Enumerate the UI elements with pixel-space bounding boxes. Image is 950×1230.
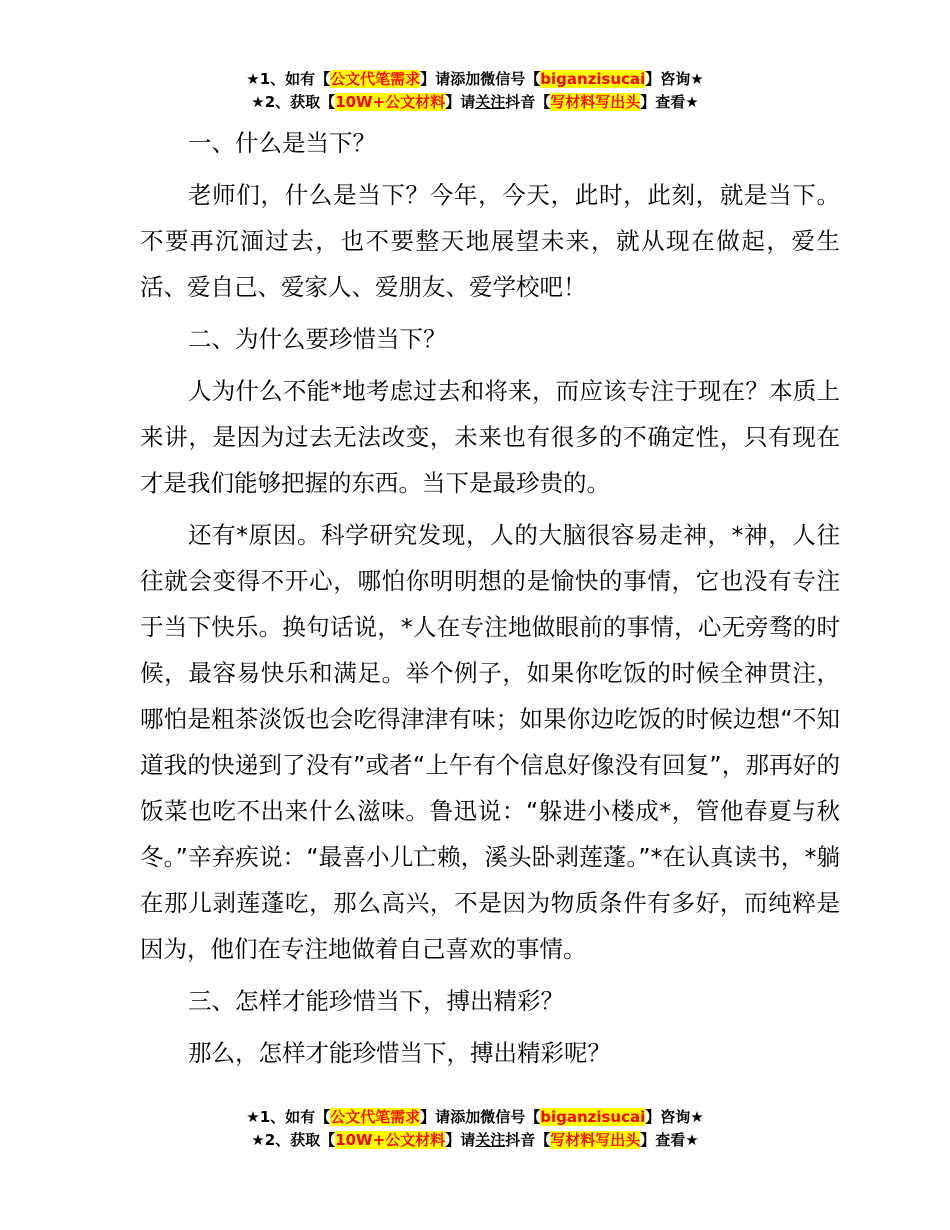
highlight-text: 公文代笔需求 <box>330 1108 421 1126</box>
banner-text: 抖音【 <box>505 93 551 111</box>
banner-line-2 <box>0 91 950 114</box>
banner-text: 】咨询★ <box>645 70 704 88</box>
highlight-text: 公文代笔需求 <box>330 70 421 88</box>
paragraph: 还有*原因。科学研究发现，人的大脑很容易走神，*神，人往往就会变得不开心，哪怕你明明想的是愉快的事情，它也没有专注于当下快乐。换句话说，*人在专注地做眼前的事情，心无旁骛的时候，最容易快乐和满足。举个例子，如果你吃饭的时候全神贯注，哪怕是粗茶淡饭也会吃得津津有味；如果你边吃饭的时候边想“不知道我的快递到了没有”或者“上午有个信息好像没有回复”，那再好的饭菜也吃不出来什么滋味。鲁迅说：“躲进小楼成*，管他春夏与秋冬。”辛弃疾说：“最喜小儿亡赖，溪头卧剥莲蓬。”*在认真读书，*躺在那儿剥莲蓬吃，那么高兴，不是因为物质条件有多好，而纯粹是因为，他们在专注地做着自己喜欢的事情。 <box>140 521 840 963</box>
banner-text: ★1、如有【 <box>246 70 331 88</box>
highlight-text: 写材料写出头 <box>550 1131 641 1149</box>
banner-text: 】请 <box>420 1108 451 1126</box>
banner-text: 添加 <box>450 70 481 88</box>
banner-text: 】查看★ <box>640 1131 699 1149</box>
paragraph: 老师们，什么是当下？今年，今天，此时，此刻，就是当下。不要再沉湎过去，也不要整天地展望未来，就从现在做起，爱生活、爱自己、爱家人、爱朋友、爱学校吧！ <box>140 181 840 301</box>
banner-text: 】请 <box>445 1131 476 1149</box>
paragraph: 那么，怎样才能珍惜当下，搏出精彩呢？ <box>188 1039 611 1067</box>
banner-text: 】请 <box>445 93 476 111</box>
banner-text: 关注 <box>475 93 506 111</box>
banner-line-1 <box>0 1106 950 1129</box>
banner-text: 添加 <box>450 1108 481 1126</box>
banner-text: ★2、获取【 <box>251 93 336 111</box>
highlight-text: biganzisucai <box>540 70 646 88</box>
banner-line-1 <box>0 68 950 91</box>
banner-line-2 <box>0 1129 950 1152</box>
banner-text: 微信号【 <box>480 1108 541 1126</box>
banner-text: 】咨询★ <box>645 1108 704 1126</box>
banner-text: 微信号【 <box>480 70 541 88</box>
section-heading-3: 三、怎样才能珍惜当下，搏出精彩？ <box>188 987 564 1015</box>
header-banner <box>0 68 950 114</box>
highlight-text: 写材料写出头 <box>550 93 641 111</box>
footer-banner <box>0 1106 950 1152</box>
banner-text: 抖音【 <box>505 1131 551 1149</box>
highlight-text: biganzisucai <box>540 1108 646 1126</box>
highlight-text: 10W+公文材料 <box>335 1131 446 1149</box>
banner-text: 】查看★ <box>640 93 699 111</box>
banner-text: 】请 <box>420 70 451 88</box>
banner-text: ★2、获取【 <box>251 1131 336 1149</box>
section-heading-2: 二、为什么要珍惜当下？ <box>188 325 447 353</box>
section-heading-1: 一、什么是当下？ <box>188 129 376 157</box>
highlight-text: 10W+公文材料 <box>335 93 446 111</box>
document-body <box>140 114 840 1076</box>
paragraph: 人为什么不能*地考虑过去和将来，而应该专注于现在？本质上来讲，是因为过去无法改变，未来也有很多的不确定性，只有现在才是我们能够把握的东西。当下是最珍贵的。 <box>140 377 840 497</box>
banner-text: 关注 <box>475 1131 506 1149</box>
banner-text: ★1、如有【 <box>246 1108 331 1126</box>
